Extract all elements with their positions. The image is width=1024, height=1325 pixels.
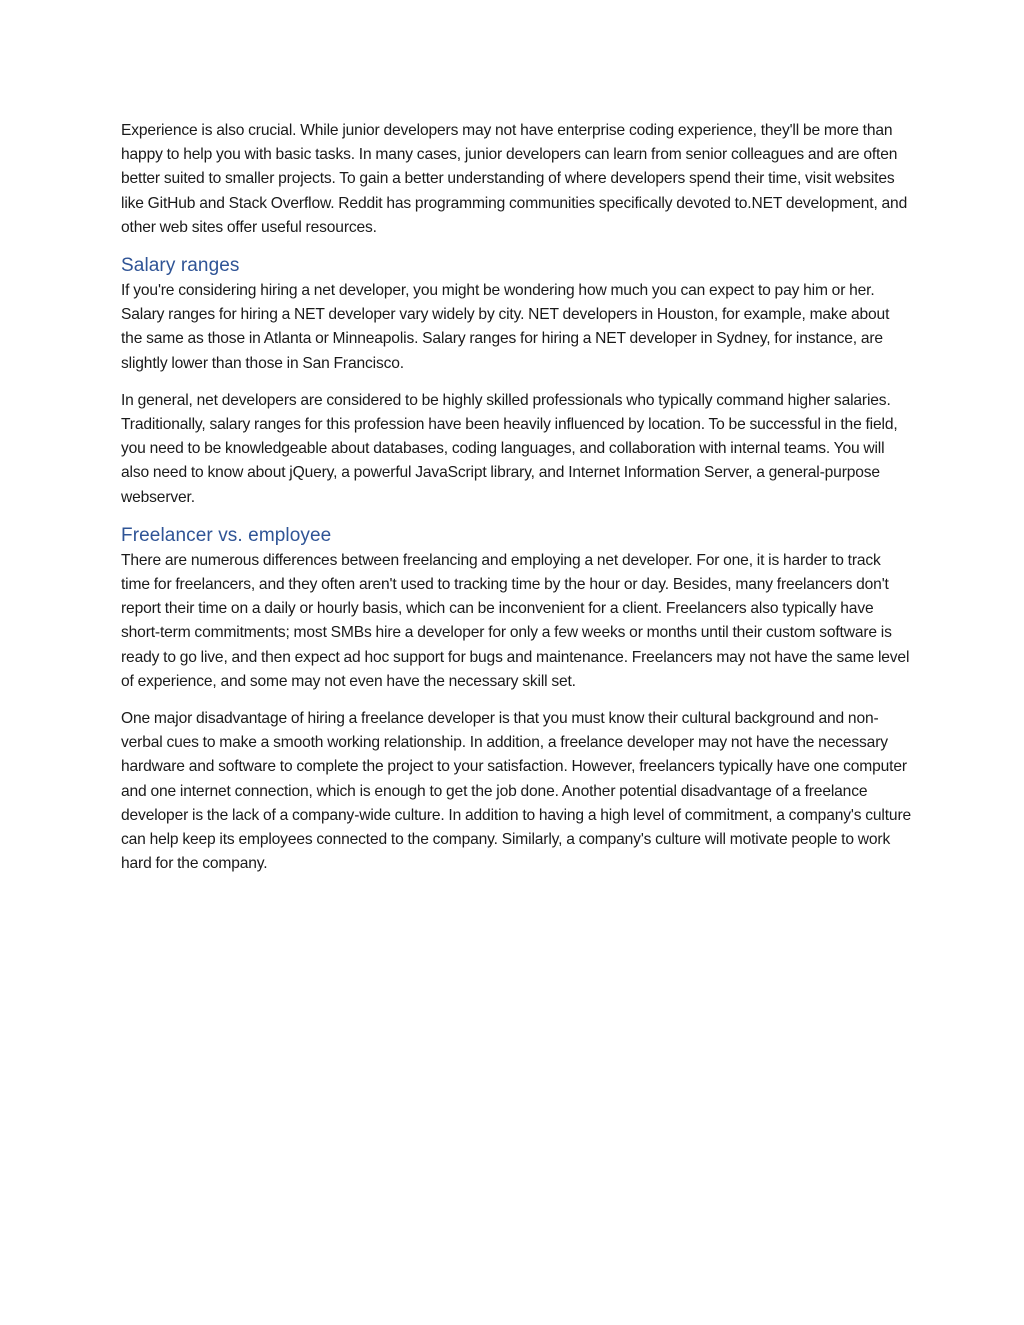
freelancer-paragraph-2: One major disadvantage of hiring a freelance developer is that you must know their cultural background and non-verbal cues to make a smooth working relationship. In addition, a freelance developer may not have the necessary hardware and software to complete the project to your satisfaction. However, freelancers typically have one computer and one internet connection, which is enough to get the job done. Another potential disadvantage of a freelance developer is the lack of a company-wide culture. In addition to having a high level of commitment, a company's culture can help keep its employees connected to the company. Similarly, a company's culture will motivate people to work hard for the company. xyxy=(121,710,912,873)
intro-paragraph: Experience is also crucial. While junior developers may not have enterprise coding experience, they'll be more than happy to help you with basic tasks. In many cases, junior developers can learn from senior colleagues and are often better suited to smaller projects. To gain a better understanding of where developers spend their time, visit websites like GitHub and Stack Overflow. Reddit has programming communities specifically devoted to.NET development, and other web sites offer useful resources. xyxy=(121,122,908,236)
section-heading-freelancer-vs-employee: Freelancer vs. employee xyxy=(121,524,332,546)
section-heading-salary-ranges: Salary ranges xyxy=(121,255,240,277)
salary-paragraph-2: In general, net developers are considered to be highly skilled professionals who typically command higher salaries. Traditionally, salary ranges for this profession have been heavily influenced by location. To be successful in the field, you need to be knowledgeable about databases, coding languages, and collaboration with internal teams. You will also need to know about jQuery, a powerful JavaScript library, and Internet Information Server, a general-purpose webserver. xyxy=(121,391,898,506)
salary-paragraph-1: If you're considering hiring a net developer, you might be wondering how much you can expect to pay him or her. Salary ranges for hiring a NET developer vary widely by city. NET developers in Houston, for example, make about the same as those in Atlanta or Minneapolis. Salary ranges for hiring a NET developer in Sydney, for instance, are slightly lower than those in San Francisco. xyxy=(121,282,890,372)
document-page xyxy=(121,119,911,889)
freelancer-paragraph-1: There are numerous differences between freelancing and employing a net developer. For one, it is harder to track time for freelancers, and they often aren't used to tracking time by the hour or day. Besides, many freelancers don't report their time on a daily or hourly basis, which can be inconvenient for a client. Freelancers also typically have short-term commitments; most SMBs hire a developer for only a few weeks or months until their custom software is ready to go live, and then expect ad hoc support for bugs and maintenance. Freelancers may not have the same level of experience, and some may not even have the necessary skill set. xyxy=(121,551,910,690)
